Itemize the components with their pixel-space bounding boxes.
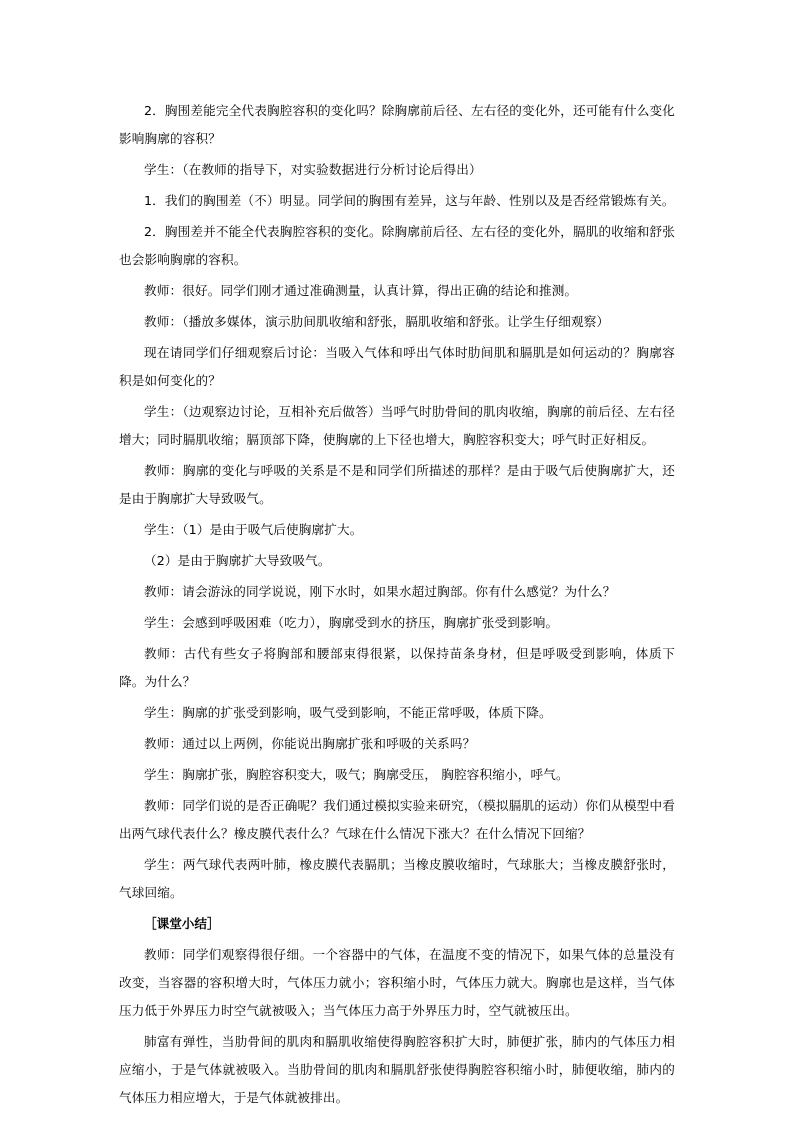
paragraph-student-option-1: 学生：（1）是由于吸气后使胸廓扩大。 [144, 522, 363, 537]
paragraph-teacher-praise: 教师：很好。同学们刚才通过准确测量，认真计算，得出正确的结论和推测。 [144, 283, 578, 298]
paragraph-student-relation: 学生：胸廓扩张，胸腔容积变大，吸气；胸廓受压， 胸腔容积缩小，呼气。 [144, 767, 569, 782]
paragraph-student-intro: 学生：（在教师的指导下，对实验数据进行分析讨论后得出） [144, 162, 482, 177]
paragraph-summary-teacher: 教师：同学们观察得很仔细。一个容器中的气体，在温度不变的情况下，如果气体的总量没有改变，当容器的容积增大时，气体压力就小；容积缩小时，气体压力就大。胸廓也是这样，当气体压力低于外界压力时空气就被吸入；当气体压力高于外界压力时，空气就被压出。 [119, 947, 675, 1018]
paragraph-teacher-multimedia: 教师：（播放多媒体，演示肋间肌收缩和舒张，膈肌收缩和舒张。让学生仔细观察） [144, 314, 610, 329]
paragraph-student-discussion: 学生：（边观察边讨论，互相补充后做答）当呼气时肋骨间的肌肉收缩，胸廓的前后径、左右径增大；同时膈肌收缩；膈顶部下降，使胸廓的上下径也增大，胸腔容积变大；呼气时正好相反。 [119, 404, 675, 447]
paragraph-teacher-relation: 教师：通过以上两例，你能说出胸廓扩张和呼吸的关系吗？ [144, 736, 476, 751]
paragraph-teacher-ancient: 教师：古代有些女子将胸部和腰部束得很紧，以保持苗条身材，但是呼吸受到影响，体质下降。为什么？ [119, 646, 675, 689]
paragraph-discussion-prompt: 现在请同学们仔细观察后讨论：当吸入气体和呼出气体时肋间肌和膈肌是如何运动的？胸廓容积是如何变化的？ [119, 345, 675, 388]
paragraph-answer-2: 2．胸围差并不能全代表胸腔容积的变化。除胸廓前后径、左右径的变化外，膈肌的收缩和舒张也会影响胸廓的容积。 [119, 224, 675, 267]
paragraph-student-swimming: 学生：会感到呼吸困难（吃力），胸廓受到水的挤压，胸廓扩张受到影响。 [144, 615, 559, 630]
document-page [119, 97, 675, 1115]
paragraph-teacher-model: 教师：同学们说的是否正确呢？我们通过模拟实验来研究，（模拟膈肌的运动）你们从模型中看出两气球代表什么？橡皮膜代表什么？气球在什么情况下涨大？在什么情况下回缩？ [119, 798, 675, 841]
section-heading-summary: ［课堂小结］ [144, 916, 220, 931]
paragraph-student-ancient: 学生：胸廓的扩张受到影响，吸气受到影响，不能正常呼吸，体质下降。 [144, 705, 552, 720]
paragraph-question-2: 2．胸围差能完全代表胸腔容积的变化吗？除胸廓前后径、左右径的变化外，还可能有什么变化影响胸廓的容积？ [119, 103, 675, 146]
paragraph-teacher-question: 教师：胸廓的变化与呼吸的关系是不是和同学们所描述的那样？是由于吸气后使胸廓扩大，还是由于胸廓扩大导致吸气。 [119, 463, 675, 506]
paragraph-teacher-swimming: 教师：请会游泳的同学说说，刚下水时，如果水超过胸部。你有什么感觉？为什么？ [144, 584, 616, 599]
paragraph-student-option-2: （2）是由于胸廓扩大导致吸气。 [144, 553, 331, 568]
paragraph-answer-1: 1．我们的胸围差（不）明显。同学间的胸围有差异，这与年龄、性别以及是否经常锻炼有关。 [144, 193, 675, 208]
paragraph-summary-lungs: 肺富有弹性，当肋骨间的肌肉和膈肌收缩使得胸腔容积扩大时，肺便扩张，肺内的气体压力相应缩小，于是气体就被吸入。当肋骨间的肌肉和膈肌舒张使得胸腔容积缩小时，肺便收缩，肺内的气体压力相应增大，于是气体就被排出。 [119, 1034, 675, 1105]
paragraph-student-model: 学生：两气球代表两叶肺，橡皮膜代表膈肌；当橡皮膜收缩时，气球胀大；当橡皮膜舒张时，气球回缩。 [119, 857, 675, 900]
